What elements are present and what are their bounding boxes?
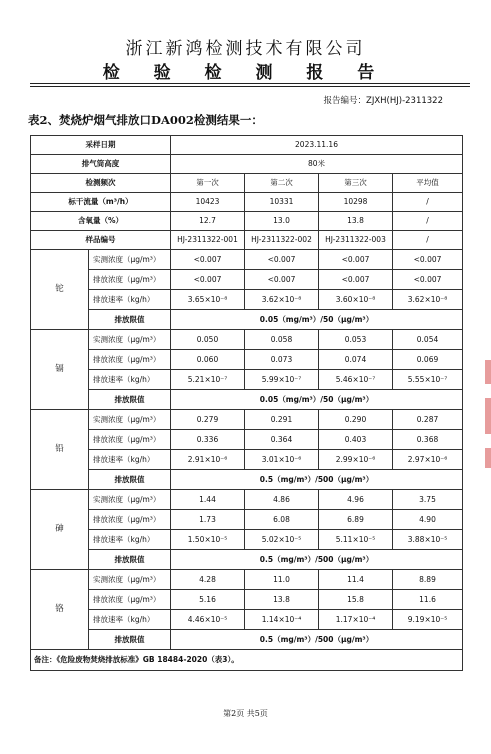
flow-cell: 10423 <box>171 193 245 212</box>
metal-name: 铊 <box>31 250 89 330</box>
metal-row-label: 实测浓度（μg/m³） <box>89 410 171 430</box>
metal-value-cell: 0.074 <box>319 350 393 370</box>
metal-value-cell: 3.01×10⁻⁶ <box>245 450 319 470</box>
metal-value-cell: 1.17×10⁻⁴ <box>319 610 393 630</box>
page-number: 第2页 共5页 <box>223 709 268 718</box>
oxygen-cell: / <box>393 212 463 231</box>
metal-value-cell: <0.007 <box>171 270 245 290</box>
flow-cell: / <box>393 193 463 212</box>
row-stack-height <box>31 155 463 174</box>
freq-cell: 第二次 <box>245 174 319 193</box>
metal-name: 铬 <box>31 570 89 650</box>
metal-value-cell: 0.058 <box>245 330 319 350</box>
table-title: 表2、焚烧炉烟气排放口DA002检测结果一： <box>28 113 263 127</box>
sample-id-cell: HJ-2311322-002 <box>245 231 319 250</box>
metal-data-row <box>31 270 463 290</box>
metal-row-label: 实测浓度（μg/m³） <box>89 330 171 350</box>
metal-limit-row <box>31 470 463 490</box>
metal-name: 铅 <box>31 410 89 490</box>
metal-row-label: 排放浓度（μg/m³） <box>89 350 171 370</box>
header-rule-top <box>30 83 470 84</box>
metal-row-label: 排放速率（kg/h） <box>89 610 171 630</box>
metal-value-cell: 0.053 <box>319 330 393 350</box>
metal-limit-row <box>31 390 463 410</box>
metal-name: 镉 <box>31 330 89 410</box>
row-flow <box>31 193 463 212</box>
metal-data-row <box>31 510 463 530</box>
sampling-date-value: 2023.11.16 <box>171 136 463 155</box>
metal-value-cell: 3.88×10⁻⁵ <box>393 530 463 550</box>
metal-value-cell: <0.007 <box>245 250 319 270</box>
metal-value-cell: 5.11×10⁻⁵ <box>319 530 393 550</box>
sample-id-cell: HJ-2311322-003 <box>319 231 393 250</box>
metal-value-cell: 6.08 <box>245 510 319 530</box>
limit-value: 0.5（mg/m³）/500（μg/m³） <box>171 630 463 650</box>
freq-cell: 平均值 <box>393 174 463 193</box>
metal-limit-row <box>31 630 463 650</box>
metal-value-cell: <0.007 <box>171 250 245 270</box>
metal-row-label: 实测浓度（μg/m³） <box>89 250 171 270</box>
row-sampling-date <box>31 136 463 155</box>
metal-data-row <box>31 370 463 390</box>
oxygen-label: 含氧量（%） <box>31 212 171 231</box>
freq-cell: 第一次 <box>171 174 245 193</box>
metal-value-cell: 5.99×10⁻⁷ <box>245 370 319 390</box>
metal-value-cell: 2.91×10⁻⁶ <box>171 450 245 470</box>
metal-value-cell: 1.50×10⁻⁵ <box>171 530 245 550</box>
metal-value-cell: 0.050 <box>171 330 245 350</box>
metal-value-cell: 0.279 <box>171 410 245 430</box>
metal-value-cell: 3.75 <box>393 490 463 510</box>
metal-data-row <box>31 410 463 430</box>
row-oxygen <box>31 212 463 231</box>
oxygen-cell: 13.8 <box>319 212 393 231</box>
metal-value-cell: 0.054 <box>393 330 463 350</box>
stamp-edge-mark <box>485 360 491 384</box>
metal-value-cell: 5.21×10⁻⁷ <box>171 370 245 390</box>
metal-value-cell: 2.97×10⁻⁶ <box>393 450 463 470</box>
metal-value-cell: 0.336 <box>171 430 245 450</box>
metal-value-cell: 0.069 <box>393 350 463 370</box>
sampling-date-label: 采样日期 <box>31 136 171 155</box>
metal-value-cell: <0.007 <box>393 250 463 270</box>
metal-value-cell: 5.55×10⁻⁷ <box>393 370 463 390</box>
limit-label: 排放限值 <box>89 310 171 330</box>
metal-value-cell: 1.44 <box>171 490 245 510</box>
row-note <box>31 650 463 671</box>
metal-value-cell: 0.287 <box>393 410 463 430</box>
stack-height-value: 80米 <box>171 155 463 174</box>
metal-value-cell: 0.073 <box>245 350 319 370</box>
metal-value-cell: 8.89 <box>393 570 463 590</box>
metal-data-row <box>31 430 463 450</box>
limit-value: 0.05（mg/m³）/50（μg/m³） <box>171 390 463 410</box>
limit-value: 0.5（mg/m³）/500（μg/m³） <box>171 470 463 490</box>
metal-data-row <box>31 570 463 590</box>
metal-row-label: 实测浓度（μg/m³） <box>89 490 171 510</box>
metal-value-cell: 1.14×10⁻⁴ <box>245 610 319 630</box>
metal-value-cell: 0.368 <box>393 430 463 450</box>
metal-value-cell: 0.364 <box>245 430 319 450</box>
header-rule-bottom <box>30 86 470 87</box>
metal-value-cell: 4.46×10⁻⁵ <box>171 610 245 630</box>
metal-name: 砷 <box>31 490 89 570</box>
sample-id-label: 样品编号 <box>31 231 171 250</box>
metal-value-cell: <0.007 <box>393 270 463 290</box>
limit-label: 排放限值 <box>89 550 171 570</box>
metal-row-label: 实测浓度（μg/m³） <box>89 570 171 590</box>
row-frequency <box>31 174 463 193</box>
flow-cell: 10298 <box>319 193 393 212</box>
metal-value-cell: 11.6 <box>393 590 463 610</box>
metal-data-row <box>31 290 463 310</box>
metal-value-cell: 0.060 <box>171 350 245 370</box>
limit-label: 排放限值 <box>89 470 171 490</box>
company-name: 浙江新鸿检测技术有限公司 <box>125 39 366 59</box>
frequency-label: 检测频次 <box>31 174 171 193</box>
metal-data-row <box>31 490 463 510</box>
metal-data-row <box>31 330 463 350</box>
limit-label: 排放限值 <box>89 630 171 650</box>
metal-value-cell: 0.290 <box>319 410 393 430</box>
metal-limit-row <box>31 550 463 570</box>
metal-data-row <box>31 590 463 610</box>
metal-value-cell: 11.0 <box>245 570 319 590</box>
metal-value-cell: 3.62×10⁻⁸ <box>245 290 319 310</box>
metal-row-label: 排放速率（kg/h） <box>89 370 171 390</box>
metal-value-cell: 4.90 <box>393 510 463 530</box>
metal-data-row <box>31 350 463 370</box>
metal-data-row <box>31 250 463 270</box>
metal-value-cell: 4.86 <box>245 490 319 510</box>
metal-value-cell: 5.46×10⁻⁷ <box>319 370 393 390</box>
metal-value-cell: 4.96 <box>319 490 393 510</box>
metal-data-row <box>31 610 463 630</box>
metal-limit-row <box>31 310 463 330</box>
metal-value-cell: 3.65×10⁻⁸ <box>171 290 245 310</box>
stack-height-label: 排气筒高度 <box>31 155 171 174</box>
limit-value: 0.05（mg/m³）/50（μg/m³） <box>171 310 463 330</box>
metal-value-cell: 0.291 <box>245 410 319 430</box>
results-table <box>30 135 463 671</box>
metal-data-row <box>31 450 463 470</box>
metal-value-cell: 11.4 <box>319 570 393 590</box>
metal-value-cell: 3.62×10⁻⁸ <box>393 290 463 310</box>
oxygen-cell: 12.7 <box>171 212 245 231</box>
sample-id-cell: HJ-2311322-001 <box>171 231 245 250</box>
flow-cell: 10331 <box>245 193 319 212</box>
limit-label: 排放限值 <box>89 390 171 410</box>
metal-row-label: 排放浓度（μg/m³） <box>89 510 171 530</box>
metal-row-label: 排放浓度（μg/m³） <box>89 430 171 450</box>
oxygen-cell: 13.0 <box>245 212 319 231</box>
table-note: 备注：《危险废物焚烧排放标准》GB 18484-2020（表3）。 <box>31 650 463 671</box>
limit-value: 0.5（mg/m³）/500（μg/m³） <box>171 550 463 570</box>
freq-cell: 第三次 <box>319 174 393 193</box>
metal-value-cell: 3.60×10⁻⁸ <box>319 290 393 310</box>
flow-label: 标干流量（m³/h） <box>31 193 171 212</box>
metal-row-label: 排放速率（kg/h） <box>89 290 171 310</box>
metal-value-cell: <0.007 <box>319 270 393 290</box>
row-sample-id <box>31 231 463 250</box>
metal-row-label: 排放速率（kg/h） <box>89 530 171 550</box>
metal-value-cell: 6.89 <box>319 510 393 530</box>
metal-value-cell: 9.19×10⁻⁵ <box>393 610 463 630</box>
report-title: 检 验 检 测 报 告 <box>102 63 389 83</box>
metal-value-cell: 13.8 <box>245 590 319 610</box>
metal-value-cell: <0.007 <box>319 250 393 270</box>
metal-row-label: 排放速率（kg/h） <box>89 450 171 470</box>
metal-value-cell: 5.02×10⁻⁵ <box>245 530 319 550</box>
metal-value-cell: 1.73 <box>171 510 245 530</box>
stamp-edge-mark <box>485 448 491 468</box>
report-number: 报告编号：ZJXH(HJ)-2311322 <box>323 96 443 106</box>
metal-value-cell: 4.28 <box>171 570 245 590</box>
stamp-edge-mark <box>485 398 491 434</box>
sample-id-cell: / <box>393 231 463 250</box>
metal-row-label: 排放浓度（μg/m³） <box>89 270 171 290</box>
metal-data-row <box>31 530 463 550</box>
metal-value-cell: <0.007 <box>245 270 319 290</box>
metal-value-cell: 0.403 <box>319 430 393 450</box>
metal-value-cell: 2.99×10⁻⁶ <box>319 450 393 470</box>
metal-value-cell: 15.8 <box>319 590 393 610</box>
metal-row-label: 排放浓度（μg/m³） <box>89 590 171 610</box>
metal-value-cell: 5.16 <box>171 590 245 610</box>
